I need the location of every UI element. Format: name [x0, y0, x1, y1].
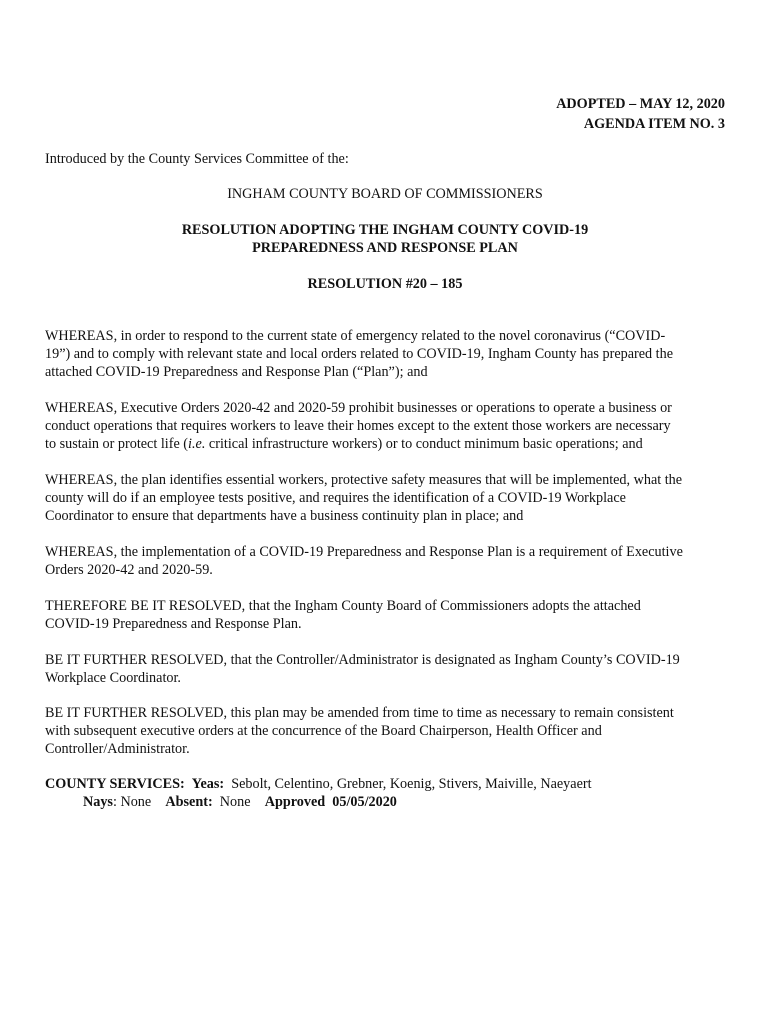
paragraph-line: WHEREAS, the plan identifies essential workers, protective safety measures that will be implemented, what the: [45, 472, 683, 488]
paragraph-line: Orders 2020-42 and 2020-59.: [45, 562, 213, 578]
whereas-paragraph-1: [45, 327, 730, 381]
nays-value: : None: [112, 794, 152, 810]
paragraph-line: WHEREAS, the implementation of a COVID-19 Preparedness and Response Plan is a requirement of Executive: [45, 544, 683, 560]
adopted-date: ADOPTED – MAY 12, 2020: [556, 96, 725, 112]
resolution-number: RESOLUTION #20 – 185: [307, 276, 463, 292]
absent-label: Absent:: [165, 794, 213, 810]
yeas-value: Sebolt, Celentino, Grebner, Koenig, Stivers, Maiville, Naeyaert: [231, 776, 592, 792]
resolved-paragraph-1: [45, 597, 730, 633]
paragraph-line: attached COVID-19 Preparedness and Response Plan (“Plan”); and: [45, 364, 428, 380]
paragraph-line: BE IT FURTHER RESOLVED, this plan may be amended from time to time as necessary to remain consistent: [45, 705, 674, 721]
intro-text: Introduced by the County Services Committee of the:: [45, 151, 349, 167]
paragraph-line: THEREFORE BE IT RESOLVED, that the Ingham County Board of Commissioners adopts the attached: [45, 598, 641, 614]
absent-value: None: [219, 794, 251, 810]
paragraph-line: conduct operations that requires workers to leave their homes except to the extent those workers are necessary: [45, 418, 671, 434]
paragraph-line: WHEREAS, in order to respond to the current state of emergency related to the novel coronavirus (“COVID-: [45, 328, 666, 344]
paragraph-text: to sustain or protect life (: [45, 436, 189, 452]
paragraph-line: Workplace Coordinator.: [45, 670, 181, 686]
agenda-item-number: AGENDA ITEM NO. 3: [583, 116, 725, 132]
paragraph-line: county will do if an employee tests positive, and requires the identification of a COVID-19 Workplace: [45, 490, 626, 506]
vote-yeas-line: [45, 775, 592, 793]
paragraph-line: WHEREAS, Executive Orders 2020-42 and 2020-59 prohibit businesses or operations to operate a business or: [45, 400, 672, 416]
approved-label: Approved: [264, 794, 326, 810]
yeas-label: Yeas:: [191, 776, 225, 792]
paragraph-line: Coordinator to ensure that departments have a business continuity plan in place; and: [45, 508, 524, 524]
paragraph-line: with subsequent executive orders at the concurrence of the Board Chairperson, Health Officer and: [45, 723, 602, 739]
resolved-paragraph-2: [45, 651, 730, 687]
whereas-paragraph-4: [45, 543, 730, 579]
committee-label: COUNTY SERVICES:: [45, 776, 185, 792]
paragraph-line: 19”) and to comply with relevant state and local orders related to COVID-19, Ingham County has prepared the: [45, 346, 673, 362]
paragraph-line: [45, 435, 730, 453]
paragraph-text: critical infrastructure workers) or to conduct minimum basic operations; and: [205, 436, 643, 452]
board-name: INGHAM COUNTY BOARD OF COMMISSIONERS: [227, 186, 543, 202]
resolved-paragraph-3: [45, 704, 730, 758]
resolution-title-line1: RESOLUTION ADOPTING THE INGHAM COUNTY COVID-19: [181, 222, 589, 238]
approved-date: 05/05/2020: [332, 794, 397, 810]
nays-label: Nays: [83, 794, 113, 810]
paragraph-line: BE IT FURTHER RESOLVED, that the Controller/Administrator is designated as Ingham County’s COVID-19: [45, 652, 680, 668]
resolution-title-line2: PREPAREDNESS AND RESPONSE PLAN: [252, 240, 518, 256]
paragraph-line: Controller/Administrator.: [45, 741, 190, 757]
paragraph-line: COVID-19 Preparedness and Response Plan.: [45, 616, 302, 632]
whereas-paragraph-3: [45, 471, 730, 525]
italic-abbreviation: i.e.: [188, 436, 206, 452]
vote-result-line: [83, 793, 397, 811]
whereas-paragraph-2: [45, 399, 730, 453]
